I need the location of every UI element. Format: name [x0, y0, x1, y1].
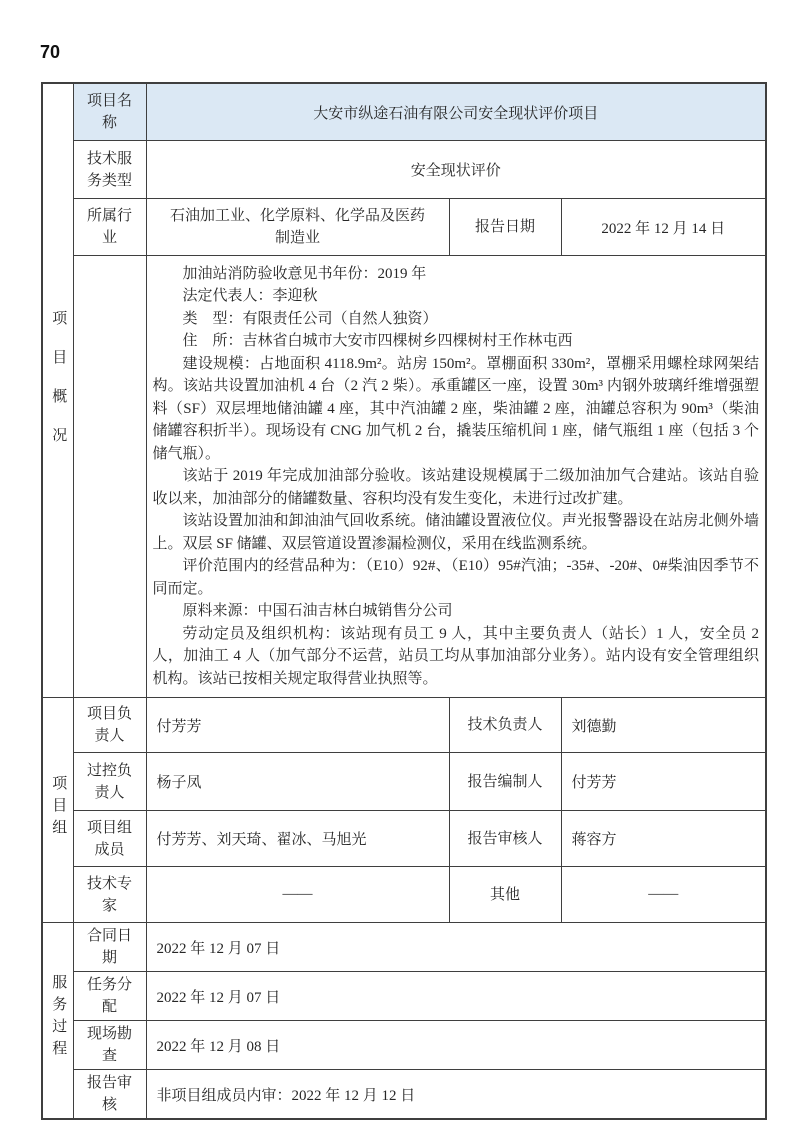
value-other: ——: [561, 867, 766, 923]
value-project-leader: 付芳芳: [146, 698, 449, 753]
label-other: 其他: [449, 867, 561, 923]
label-report-date: 报告日期: [449, 199, 561, 256]
value-industry: 石油加工业、化学原料、化学品及医药制造业: [146, 199, 449, 256]
overview-paragraph: 该站于 2019 年完成加油部分验收。该站建设规模属于二级加油加气合建站。该站自验收以来，加油部分的储罐数量、容积均没有发生变化，未进行过改扩建。: [152, 468, 759, 507]
label-team-members: 项目组成员: [73, 811, 146, 867]
value-contract-date: 2022 年 12 月 07 日: [146, 923, 766, 972]
label-report-review: 报告审核: [73, 1070, 146, 1120]
label-industry: 所属行业: [73, 199, 146, 256]
overview-paragraph: 住 所：吉林省白城市大安市四棵树乡四棵树村王作林屯西: [182, 333, 573, 350]
section-label-overview: 项目概况: [50, 310, 67, 466]
value-process-control: 杨子凤: [146, 753, 449, 811]
value-service-type: 安全现状评价: [146, 141, 766, 199]
overview-paragraph: 类 型：有限责任公司（自然人独资）: [182, 310, 438, 327]
value-project-name: 大安市纵途石油有限公司安全现状评价项目: [146, 83, 766, 141]
section-label-service-process: 服务过程: [50, 974, 67, 1062]
label-task-assignment: 任务分配: [73, 972, 146, 1021]
value-report-author: 付芳芳: [561, 753, 766, 811]
section-cell-project-group: [42, 698, 73, 923]
label-tech-leader: 技术负责人: [449, 698, 561, 753]
value-task-assignment: 2022 年 12 月 07 日: [146, 972, 766, 1021]
label-report-reviewer: 报告审核人: [449, 811, 561, 867]
overview-paragraph: 加油站消防验收意见书年份：2019 年: [182, 265, 427, 282]
label-project-leader: 项目负责人: [73, 698, 146, 753]
value-tech-expert: ——: [146, 867, 449, 923]
overview-paragraph: 劳动定员及组织机构：该站现有员工 9 人，其中主要负责人（站长）1 人，安全员 2 人，加油工 4 人（加气部分不运营，站员工均从事加油部分业务）。站内设有安全管理组织机构。该站已按相关规定取得营业执照等。: [152, 625, 759, 687]
section-cell-service-process: [42, 923, 73, 1120]
label-service-type: 技术服务类型: [73, 141, 146, 199]
value-team-members: 付芳芳、刘天琦、翟冰、马旭光: [146, 811, 449, 867]
value-tech-leader: 刘德勤: [561, 698, 766, 753]
project-record-table: [41, 82, 767, 1120]
page-number: 70: [40, 42, 61, 62]
overview-paragraph: 评价范围内的经营品种为：（E10）92#、（E10）95#汽油；-35#、-20#、0#柴油因季节不同而定。: [152, 558, 759, 597]
label-site-survey: 现场勘查: [73, 1021, 146, 1070]
overview-paragraph: 建设规模：占地面积 4118.9m²。站房 150m²。罩棚面积 330m²，罩棚采用螺栓球网架结构。该站共设置加油机 4 台（2 汽 2 柴）。承重罐区一座，设置 30m³ 内钢外玻璃纤维增强塑料（SF）双层埋地储油罐 4 座，其中汽油罐 2 座，柴油罐 2 座，油罐总容积为 90m³（柴油储罐容积折半）。现场设有 CNG 加气机 2 台，撬装压缩机间 1 座，储气瓶组 1 座（包括 3 个储气瓶）。: [152, 355, 759, 462]
overview-paragraph: 该站设置加油和卸油油气回收系统。储油罐设置液位仪。声光报警器设在站房北侧外墙上。双层 SF 储罐、双层管道设置渗漏检测仪，采用在线监测系统。: [152, 513, 759, 552]
value-report-review: 非项目组成员内审：2022 年 12 月 12 日: [146, 1070, 766, 1120]
label-tech-expert: 技术专家: [73, 867, 146, 923]
label-process-control: 过控负责人: [73, 753, 146, 811]
section-cell-overview: [42, 83, 73, 698]
value-report-reviewer: 蒋容方: [561, 811, 766, 867]
overview-paragraph: 原料来源：中国石油吉林白城销售分公司: [182, 603, 453, 620]
overview-paragraph: 法定代表人：李迎秋: [182, 288, 318, 305]
overview-empty-label-cell: [73, 256, 146, 698]
section-label-project-group: 项目组: [50, 774, 67, 841]
value-site-survey: 2022 年 12 月 08 日: [146, 1021, 766, 1070]
label-project-name: 项目名称: [73, 83, 146, 141]
overview-content: [146, 256, 766, 698]
label-report-author: 报告编制人: [449, 753, 561, 811]
label-contract-date: 合同日期: [73, 923, 146, 972]
value-report-date: 2022 年 12 月 14 日: [561, 199, 766, 256]
